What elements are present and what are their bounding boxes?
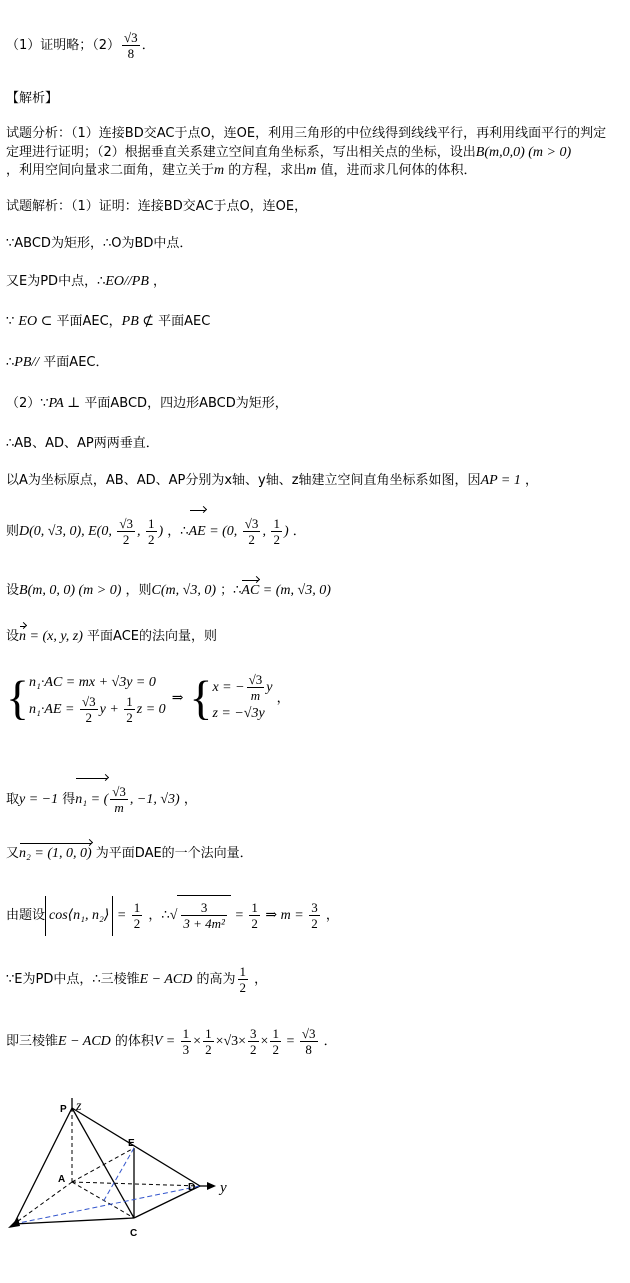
label-C: C — [130, 1228, 138, 1239]
label-z: z — [76, 1099, 82, 1114]
solution-line-16: ∵E为PD中点，∴三棱锥E − ACD 的高为 $\frac{1}{2}$ ， — [6, 964, 268, 995]
edge-BD — [14, 1186, 200, 1224]
edge-PD — [72, 1108, 200, 1186]
answer-text: （1）证明略；（2） — [6, 38, 121, 53]
y-axis-arrowhead — [207, 1182, 216, 1190]
analysis-line-3: ，利用空间向量求二面角，建立关于m 的方程，求出m 值，进而求几何体的体积． — [6, 163, 477, 178]
solution-line-9: 则D(0, √3, 0), E(0, $\frac{√3}{2}$ , $\frac{1}{2}$ ) ，∴AE = (0, $\frac{√3}{2}$ , $\frac{1}{2}$ ) ． — [6, 512, 306, 552]
solution-line-8: 以A为坐标原点，AB、AD、AP分别为x轴、y轴、z轴建立空间直角坐标系如图，因AP = 1 ， — [6, 473, 539, 488]
label-P: P — [60, 1104, 67, 1115]
solution-line-3: 又E为PD中点，∴EO//PB ， — [6, 274, 167, 289]
solution-line-1: 试题解析：（1）证明：连接BD交AC于点O，连OE， — [6, 199, 308, 214]
solution-line-15: 由题设 cos⟨n₁, n₂⟩ = $\frac{1}{2}$ ，∴√ $\frac{3}{\text{3 + 4m²}}$ = $\frac{1}{2}$ ⇒ m = $\frac{3}{2}$ ， — [6, 895, 339, 936]
edge-AC — [72, 1182, 134, 1218]
pyramid-figure — [0, 1090, 260, 1250]
label-y: y — [220, 1180, 227, 1196]
section-title: 【解析】 — [6, 91, 59, 106]
edge-AB — [14, 1182, 72, 1224]
answer-line: （1）证明略；（2） $\frac{√3}{8}$ ． — [6, 30, 155, 61]
solution-line-5: ∴PB// 平面AEC． — [6, 355, 109, 370]
equation-system: { n₁·AC = mx + √3y = 0 n₁·AE = $\frac{√3}{2}$ y + $\frac{1}{2}$ z = 0 ⇒ { x = − $\frac{√3}{m}$ y z = −√3y ， — [6, 671, 290, 725]
analysis-line-2: 定理进行证明；（2）根据垂直关系建立空间直角坐标系，写出相关点的坐标，设出B(m,0,0) (m > 0) — [6, 145, 572, 160]
analysis-line-1: 试题分析：（1）连接BD交AC于点O，连OE，利用三角形的中位线得到线线平行，再利用线面平行的判定 — [6, 126, 607, 141]
label-A: A — [58, 1174, 66, 1185]
solution-line-6: （2）∵PA ⊥ 平面ABCD，四边形ABCD为矩形， — [6, 396, 288, 411]
solution-line-4: ∵ EO ⊂ 平面AEC，PB ⊄ 平面AEC — [6, 314, 211, 329]
solution-line-7: ∴AB、AD、AP两两垂直． — [6, 436, 159, 451]
solution-line-10: 设B(m, 0, 0) (m > 0) ，则C(m, √3, 0) ；∴AC = (m, √3, 0) — [6, 583, 331, 598]
edge-PB — [14, 1108, 72, 1224]
solution-line-14: 又n₂ = (1, 0, 0) 为平面DAE的一个法向量． — [6, 846, 253, 861]
label-D: D — [188, 1182, 196, 1193]
solution-line-11: 设n = (x, y, z) 平面ACE的法向量，则 — [6, 629, 217, 644]
solution-line-17: 即三棱锥E − ACD 的体积V = $\frac{1}{3}$ × $\frac{1}{2}$ ×√3× $\frac{3}{2}$ × $\frac{1}{2}$ = $\frac{√3}{8}$ ． — [6, 1026, 337, 1057]
solution-line-2: ∵ABCD为矩形，∴O为BD中点． — [6, 236, 193, 251]
edge-EO — [103, 1148, 134, 1202]
solution-line-13: 取y = −1 得n₁ = ( $\frac{√3}{m}$ , −1, √3) ， — [6, 780, 197, 820]
edge-AD — [72, 1182, 200, 1186]
label-E: E — [128, 1138, 135, 1149]
x-axis-arrowhead — [8, 1218, 20, 1228]
edge-BC — [14, 1218, 134, 1224]
answer-fraction: $\frac{√3}{8}$ — [124, 30, 138, 61]
